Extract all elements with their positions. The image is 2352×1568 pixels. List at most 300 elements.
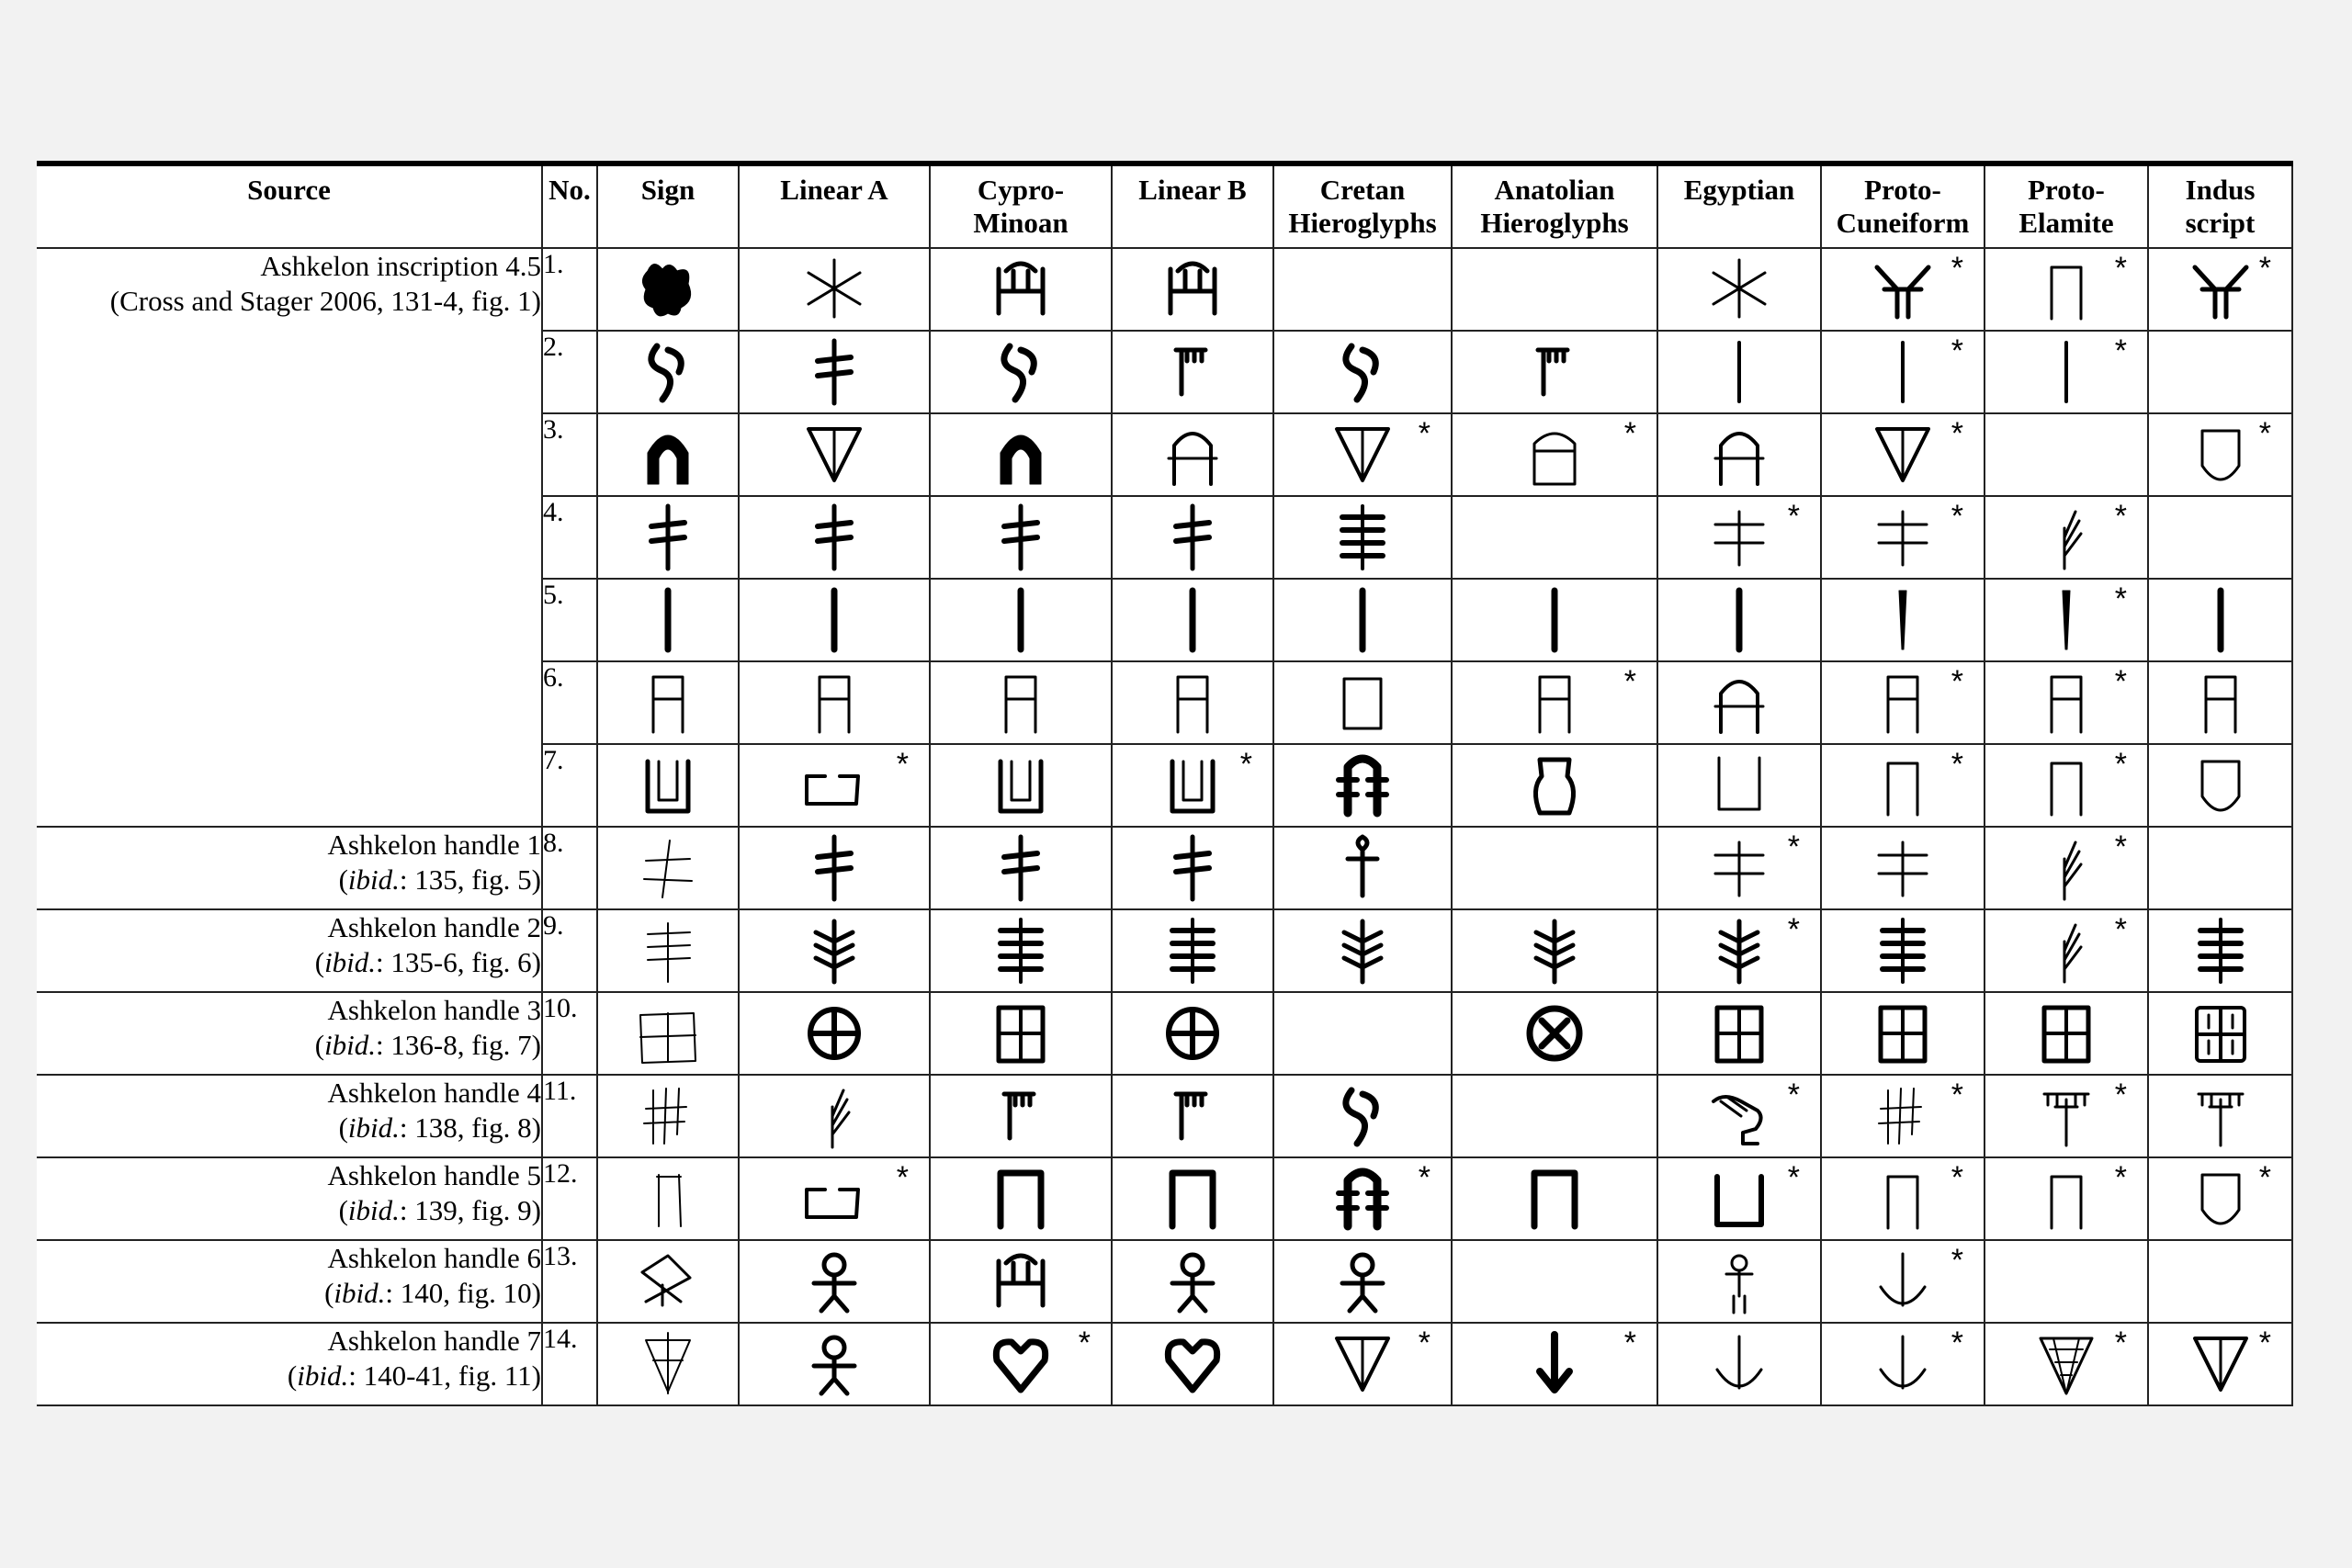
linear-b-2-icon [1150, 335, 1235, 409]
sign-cell [597, 661, 739, 744]
table-row [37, 1323, 2292, 1405]
indus-cell [2148, 1240, 2292, 1323]
egyptian-5-icon [1697, 583, 1781, 657]
proto-cuneiform-12-icon [1860, 1162, 1945, 1235]
ashkelon-sign-9-icon [626, 914, 710, 987]
asterisk-mark: * [1787, 1077, 1800, 1112]
cretan-cell [1273, 1157, 1452, 1240]
proto-elamite-cell [1984, 331, 2148, 413]
proto-cuneiform-cell [1821, 1240, 1984, 1323]
anatolian-cell [1452, 331, 1657, 413]
proto-elamite-cell [1984, 1240, 2148, 1323]
proto-elamite-cell [1984, 1157, 2148, 1240]
indus-cell [2148, 1075, 2292, 1157]
row-number: 12. [542, 1157, 597, 1240]
source-title: Ashkelon handle 4 [327, 1077, 541, 1109]
cypro-minoan-14-icon [978, 1327, 1063, 1401]
anatolian-12-icon [1512, 1162, 1597, 1235]
linear-a-11-icon [792, 1079, 876, 1153]
egyptian-cell [1657, 1240, 1821, 1323]
cretan-cell [1273, 1240, 1452, 1323]
cypro-minoan-cell [930, 413, 1112, 496]
cretan-cell [1273, 744, 1452, 827]
linear-b-12-icon [1150, 1162, 1235, 1235]
proto-cuneiform-10-icon [1860, 997, 1945, 1070]
anatolian-14-icon [1512, 1327, 1597, 1401]
indus-cell [2148, 827, 2292, 909]
sign-cell [597, 1157, 739, 1240]
linear-b-14-icon [1150, 1327, 1235, 1401]
linear-b-cell [1112, 331, 1273, 413]
proto-cuneiform-cell [1821, 661, 1984, 744]
linear-b-cell [1112, 579, 1273, 661]
egyptian-cell [1657, 909, 1821, 992]
egyptian-9-icon [1697, 914, 1781, 987]
ashkelon-sign-14-icon [626, 1327, 710, 1401]
linear-b-cell [1112, 1323, 1273, 1405]
proto-elamite-cell [1984, 579, 2148, 661]
source-citation: (ibid.: 135-6, fig. 6) [314, 946, 541, 978]
proto-cuneiform-6-icon [1860, 666, 1945, 739]
ashkelon-sign-6-icon [626, 666, 710, 739]
anatolian-cell [1452, 827, 1657, 909]
cretan-6-icon [1320, 666, 1405, 739]
asterisk-mark: * [1951, 251, 1963, 286]
egyptian-7-icon [1697, 749, 1781, 822]
linear-b-3-icon [1150, 418, 1235, 491]
cretan-5-icon [1320, 583, 1405, 657]
col-header-no: No. [542, 164, 597, 248]
cretan-14-icon [1320, 1327, 1405, 1401]
sign-comparison-table-wrapper [37, 161, 2292, 1406]
egyptian-cell [1657, 1075, 1821, 1157]
linear-a-8-icon [792, 831, 876, 905]
source-citation: (ibid.: 139, fig. 9) [338, 1194, 541, 1226]
proto-cuneiform-cell [1821, 992, 1984, 1075]
linear-b-11-icon [1150, 1079, 1235, 1153]
proto-cuneiform-cell [1821, 579, 1984, 661]
indus-cell [2148, 909, 2292, 992]
cypro-minoan-cell [930, 331, 1112, 413]
linear-b-1-icon [1150, 253, 1235, 326]
cretan-cell [1273, 331, 1452, 413]
sign-cell [597, 744, 739, 827]
indus-cell [2148, 413, 2292, 496]
egyptian-6-icon [1697, 666, 1781, 739]
linear-a-5-icon [792, 583, 876, 657]
proto-elamite-cell [1984, 248, 2148, 331]
proto-elamite-14-icon [2024, 1327, 2109, 1401]
row-number: 7. [542, 744, 597, 827]
linear-b-cell [1112, 992, 1273, 1075]
egyptian-4-icon [1697, 501, 1781, 574]
row-number: 10. [542, 992, 597, 1075]
asterisk-mark: * [1418, 1325, 1430, 1360]
ashkelon-sign-2-icon [626, 335, 710, 409]
asterisk-mark: * [1623, 1325, 1636, 1360]
linear-a-10-icon [792, 997, 876, 1070]
col-header-sign: Sign [597, 164, 739, 248]
proto-cuneiform-cell [1821, 909, 1984, 992]
proto-elamite-10-icon [2024, 997, 2109, 1070]
asterisk-mark: * [1951, 416, 1963, 451]
proto-elamite-cell [1984, 1323, 2148, 1405]
anatolian-cell [1452, 248, 1657, 331]
proto-cuneiform-cell [1821, 413, 1984, 496]
cypro-minoan-cell [930, 992, 1112, 1075]
cypro-minoan-4-icon [978, 501, 1063, 574]
proto-elamite-7-icon [2024, 749, 2109, 822]
egyptian-cell [1657, 413, 1821, 496]
linear-a-cell [739, 579, 930, 661]
indus-cell [2148, 248, 2292, 331]
row-number: 5. [542, 579, 597, 661]
source-title: Ashkelon handle 7 [327, 1325, 541, 1357]
indus-cell [2148, 579, 2292, 661]
anatolian-3-icon [1512, 418, 1597, 491]
row-number: 2. [542, 331, 597, 413]
indus-11-icon [2178, 1079, 2263, 1153]
proto-elamite-cell [1984, 827, 2148, 909]
row-number: 6. [542, 661, 597, 744]
egyptian-cell [1657, 827, 1821, 909]
indus-9-icon [2178, 914, 2263, 987]
anatolian-10-icon [1512, 997, 1597, 1070]
indus-cell [2148, 331, 2292, 413]
proto-cuneiform-cell [1821, 1157, 1984, 1240]
source-cell [37, 1157, 542, 1240]
source-title: Ashkelon handle 1 [327, 829, 541, 861]
cretan-9-icon [1320, 914, 1405, 987]
anatolian-5-icon [1512, 583, 1597, 657]
linear-a-6-icon [792, 666, 876, 739]
source-cell [37, 827, 542, 909]
proto-cuneiform-1-icon [1860, 253, 1945, 326]
source-cell [37, 909, 542, 992]
egyptian-cell [1657, 579, 1821, 661]
proto-elamite-cell [1984, 1075, 2148, 1157]
table-body [37, 248, 2292, 1405]
indus-7-icon [2178, 749, 2263, 822]
cypro-minoan-9-icon [978, 914, 1063, 987]
asterisk-mark: * [2114, 1077, 2127, 1112]
proto-elamite-1-icon [2024, 253, 2109, 326]
egyptian-1-icon [1697, 253, 1781, 326]
col-header-proto-cuneiform: Proto- Cuneiform [1821, 164, 1984, 248]
sign-cell [597, 992, 739, 1075]
anatolian-cell [1452, 413, 1657, 496]
linear-a-cell [739, 1240, 930, 1323]
cretan-12-icon [1320, 1162, 1405, 1235]
proto-cuneiform-cell [1821, 827, 1984, 909]
linear-b-7-icon [1150, 749, 1235, 822]
anatolian-cell [1452, 1157, 1657, 1240]
cypro-minoan-12-icon [978, 1162, 1063, 1235]
anatolian-cell [1452, 579, 1657, 661]
linear-a-12-icon [792, 1162, 876, 1235]
cypro-minoan-cell [930, 1240, 1112, 1323]
asterisk-mark: * [1951, 747, 1963, 782]
source-cell [37, 1240, 542, 1323]
proto-cuneiform-cell [1821, 744, 1984, 827]
cypro-minoan-2-icon [978, 335, 1063, 409]
col-header-source: Source [37, 164, 542, 248]
source-citation: (Cross and Stager 2006, 131-4, fig. 1) [109, 285, 541, 317]
indus-cell [2148, 661, 2292, 744]
cypro-minoan-13-icon [978, 1245, 1063, 1318]
asterisk-mark: * [2258, 1325, 2271, 1360]
source-cell [37, 1323, 542, 1405]
indus-10-icon [2178, 997, 2263, 1070]
col-header-linear-a: Linear A [739, 164, 930, 248]
anatolian-cell [1452, 1240, 1657, 1323]
col-header-indus: Indus script [2148, 164, 2292, 248]
proto-elamite-6-icon [2024, 666, 2109, 739]
cypro-minoan-cell [930, 1157, 1112, 1240]
asterisk-mark: * [1623, 416, 1636, 451]
anatolian-2-icon [1512, 335, 1597, 409]
anatolian-cell [1452, 496, 1657, 579]
anatolian-cell [1452, 661, 1657, 744]
egyptian-cell [1657, 331, 1821, 413]
table-row [37, 909, 2292, 992]
cypro-minoan-cell [930, 827, 1112, 909]
cretan-cell [1273, 413, 1452, 496]
col-header-linear-b: Linear B [1112, 164, 1273, 248]
proto-cuneiform-11-icon [1860, 1079, 1945, 1153]
proto-elamite-cell [1984, 661, 2148, 744]
sign-cell [597, 413, 739, 496]
proto-elamite-9-icon [2024, 914, 2109, 987]
source-cell [37, 248, 542, 827]
cretan-13-icon [1320, 1245, 1405, 1318]
sign-cell [597, 827, 739, 909]
sign-cell [597, 1323, 739, 1405]
egyptian-13-icon [1697, 1245, 1781, 1318]
cretan-cell [1273, 827, 1452, 909]
proto-elamite-11-icon [2024, 1079, 2109, 1153]
indus-5-icon [2178, 583, 2263, 657]
cypro-minoan-cell [930, 1075, 1112, 1157]
source-citation: (ibid.: 136-8, fig. 7) [314, 1029, 541, 1061]
asterisk-mark: * [2114, 664, 2127, 699]
anatolian-cell [1452, 909, 1657, 992]
table-row [37, 827, 2292, 909]
cretan-4-icon [1320, 501, 1405, 574]
asterisk-mark: * [2114, 747, 2127, 782]
table-row [37, 1075, 2292, 1157]
source-citation: (ibid.: 140, fig. 10) [324, 1277, 541, 1309]
table-header [37, 164, 2292, 248]
cretan-2-icon [1320, 335, 1405, 409]
proto-cuneiform-3-icon [1860, 418, 1945, 491]
cretan-11-icon [1320, 1079, 1405, 1153]
proto-cuneiform-cell [1821, 331, 1984, 413]
source-cell [37, 992, 542, 1075]
cypro-minoan-10-icon [978, 997, 1063, 1070]
linear-a-3-icon [792, 418, 876, 491]
sign-cell [597, 1240, 739, 1323]
asterisk-mark: * [1951, 1325, 1963, 1360]
asterisk-mark: * [2114, 581, 2127, 616]
row-number: 14. [542, 1323, 597, 1405]
proto-elamite-cell [1984, 909, 2148, 992]
sign-cell [597, 331, 739, 413]
sign-cell [597, 909, 739, 992]
cypro-minoan-cell [930, 661, 1112, 744]
asterisk-mark: * [1623, 664, 1636, 699]
proto-elamite-cell [1984, 496, 2148, 579]
asterisk-mark: * [2114, 333, 2127, 368]
asterisk-mark: * [896, 747, 909, 782]
cypro-minoan-cell [930, 744, 1112, 827]
cypro-minoan-cell [930, 579, 1112, 661]
asterisk-mark: * [2114, 1160, 2127, 1195]
asterisk-mark: * [1787, 499, 1800, 534]
proto-elamite-4-icon [2024, 501, 2109, 574]
indus-14-icon [2178, 1327, 2263, 1401]
asterisk-mark: * [1239, 747, 1252, 782]
linear-a-cell [739, 909, 930, 992]
anatolian-7-icon [1512, 749, 1597, 822]
linear-b-9-icon [1150, 914, 1235, 987]
cretan-cell [1273, 661, 1452, 744]
linear-a-cell [739, 661, 930, 744]
linear-a-cell [739, 1075, 930, 1157]
asterisk-mark: * [2114, 499, 2127, 534]
linear-a-cell [739, 1157, 930, 1240]
cretan-8-icon [1320, 831, 1405, 905]
asterisk-mark: * [1951, 499, 1963, 534]
proto-elamite-5-icon [2024, 583, 2109, 657]
indus-cell [2148, 496, 2292, 579]
proto-cuneiform-cell [1821, 1075, 1984, 1157]
linear-b-13-icon [1150, 1245, 1235, 1318]
row-number: 13. [542, 1240, 597, 1323]
indus-6-icon [2178, 666, 2263, 739]
asterisk-mark: * [2114, 1325, 2127, 1360]
proto-elamite-cell [1984, 992, 2148, 1075]
asterisk-mark: * [1418, 1160, 1430, 1195]
egyptian-cell [1657, 496, 1821, 579]
egyptian-14-icon [1697, 1327, 1781, 1401]
linear-a-cell [739, 496, 930, 579]
col-header-egyptian: Egyptian [1657, 164, 1821, 248]
row-number: 4. [542, 496, 597, 579]
linear-a-cell [739, 413, 930, 496]
asterisk-mark: * [2114, 912, 2127, 947]
row-number: 1. [542, 248, 597, 331]
linear-b-cell [1112, 661, 1273, 744]
asterisk-mark: * [1787, 1160, 1800, 1195]
asterisk-mark: * [1951, 1160, 1963, 1195]
sign-cell [597, 248, 739, 331]
asterisk-mark: * [1078, 1325, 1091, 1360]
proto-cuneiform-7-icon [1860, 749, 1945, 822]
source-title: Ashkelon handle 6 [327, 1242, 541, 1274]
cretan-7-icon [1320, 749, 1405, 822]
linear-b-cell [1112, 496, 1273, 579]
egyptian-cell [1657, 661, 1821, 744]
cypro-minoan-cell [930, 248, 1112, 331]
asterisk-mark: * [2114, 251, 2127, 286]
linear-b-cell [1112, 744, 1273, 827]
source-title: Ashkelon handle 3 [327, 994, 541, 1026]
linear-a-9-icon [792, 914, 876, 987]
table-row [37, 992, 2292, 1075]
cretan-cell [1273, 1323, 1452, 1405]
anatolian-cell [1452, 1075, 1657, 1157]
linear-a-cell [739, 992, 930, 1075]
indus-12-icon [2178, 1162, 2263, 1235]
linear-b-cell [1112, 248, 1273, 331]
linear-a-cell [739, 827, 930, 909]
asterisk-mark: * [2114, 829, 2127, 864]
egyptian-12-icon [1697, 1162, 1781, 1235]
linear-b-10-icon [1150, 997, 1235, 1070]
source-citation: (ibid.: 135, fig. 5) [338, 863, 541, 896]
ashkelon-sign-12-icon [626, 1162, 710, 1235]
asterisk-mark: * [1787, 912, 1800, 947]
proto-cuneiform-13-icon [1860, 1245, 1945, 1318]
ashkelon-sign-3-icon [626, 418, 710, 491]
proto-cuneiform-cell [1821, 496, 1984, 579]
linear-b-8-icon [1150, 831, 1235, 905]
ashkelon-sign-11-icon [626, 1079, 710, 1153]
proto-cuneiform-2-icon [1860, 335, 1945, 409]
egyptian-3-icon [1697, 418, 1781, 491]
sign-comparison-table [37, 161, 2293, 1406]
table-row [37, 1240, 2292, 1323]
egyptian-cell [1657, 1157, 1821, 1240]
indus-3-icon [2178, 418, 2263, 491]
linear-b-cell [1112, 1157, 1273, 1240]
asterisk-mark: * [896, 1160, 909, 1195]
col-header-proto-elamite: Proto- Elamite [1984, 164, 2148, 248]
cretan-cell [1273, 496, 1452, 579]
linear-b-5-icon [1150, 583, 1235, 657]
ashkelon-sign-1-icon [626, 253, 710, 326]
cypro-minoan-cell [930, 909, 1112, 992]
header-row [37, 164, 2292, 248]
proto-cuneiform-cell [1821, 1323, 1984, 1405]
cypro-minoan-8-icon [978, 831, 1063, 905]
sign-cell [597, 496, 739, 579]
row-number: 9. [542, 909, 597, 992]
linear-b-cell [1112, 1075, 1273, 1157]
sign-cell [597, 1075, 739, 1157]
proto-elamite-12-icon [2024, 1162, 2109, 1235]
ashkelon-sign-7-icon [626, 749, 710, 822]
source-title: Ashkelon handle 5 [327, 1159, 541, 1191]
proto-cuneiform-8-icon [1860, 831, 1945, 905]
source-title: Ashkelon handle 2 [327, 911, 541, 943]
linear-a-2-icon [792, 335, 876, 409]
row-number: 3. [542, 413, 597, 496]
egyptian-10-icon [1697, 997, 1781, 1070]
asterisk-mark: * [2258, 416, 2271, 451]
egyptian-cell [1657, 248, 1821, 331]
asterisk-mark: * [1951, 333, 1963, 368]
table-row [37, 248, 2292, 331]
cypro-minoan-11-icon [978, 1079, 1063, 1153]
cretan-cell [1273, 1075, 1452, 1157]
indus-1-icon [2178, 253, 2263, 326]
cretan-cell [1273, 909, 1452, 992]
linear-a-1-icon [792, 253, 876, 326]
sign-cell [597, 579, 739, 661]
proto-elamite-8-icon [2024, 831, 2109, 905]
